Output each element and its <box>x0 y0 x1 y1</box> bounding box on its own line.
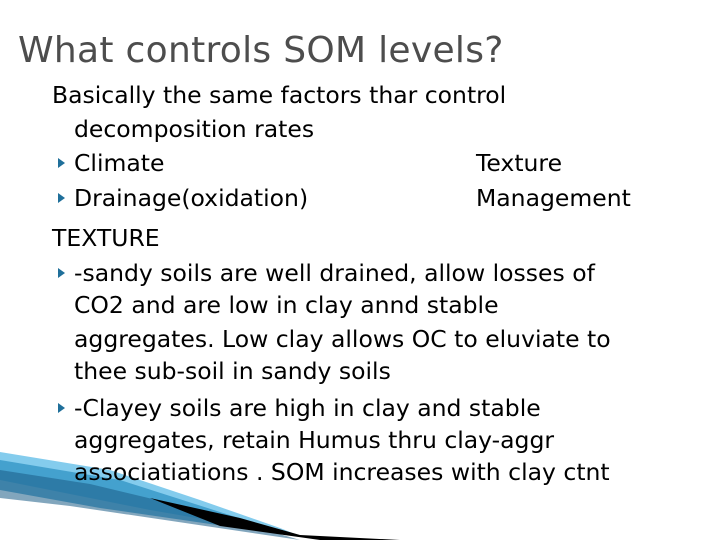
bullet-icon <box>58 193 65 203</box>
factor-climate: Climate <box>74 149 165 177</box>
slide-title: What controls SOM levels? <box>18 30 504 71</box>
bullet1-line-2: CO2 and are low in clay annd stable <box>74 291 499 319</box>
bullet2-line-2: aggregates, retain Humus thru clay-aggr <box>74 426 555 454</box>
factor-management: Management <box>476 184 631 212</box>
intro-line-1: Basically the same factors thar control <box>52 81 507 109</box>
bullet1-line-3: aggregates. Low clay allows OC to eluviate to <box>74 325 611 353</box>
bullet2-line-3: associatiations . SOM increases with clay ctnt <box>74 458 610 486</box>
bullet1-line-4: thee sub-soil in sandy soils <box>74 357 391 385</box>
bullet-icon <box>58 268 65 278</box>
corner-swoosh-decoration <box>0 440 400 540</box>
factor-texture: Texture <box>476 149 563 177</box>
intro-line-2: decomposition rates <box>74 115 315 143</box>
section-heading: TEXTURE <box>52 224 160 252</box>
factor-drainage: Drainage(oxidation) <box>74 184 309 212</box>
bullet-icon <box>58 403 65 413</box>
bullet-icon <box>58 158 65 168</box>
bullet2-line-1: -Clayey soils are high in clay and stable <box>74 394 541 422</box>
bullet1-line-1: -sandy soils are well drained, allow losses of <box>74 259 595 287</box>
